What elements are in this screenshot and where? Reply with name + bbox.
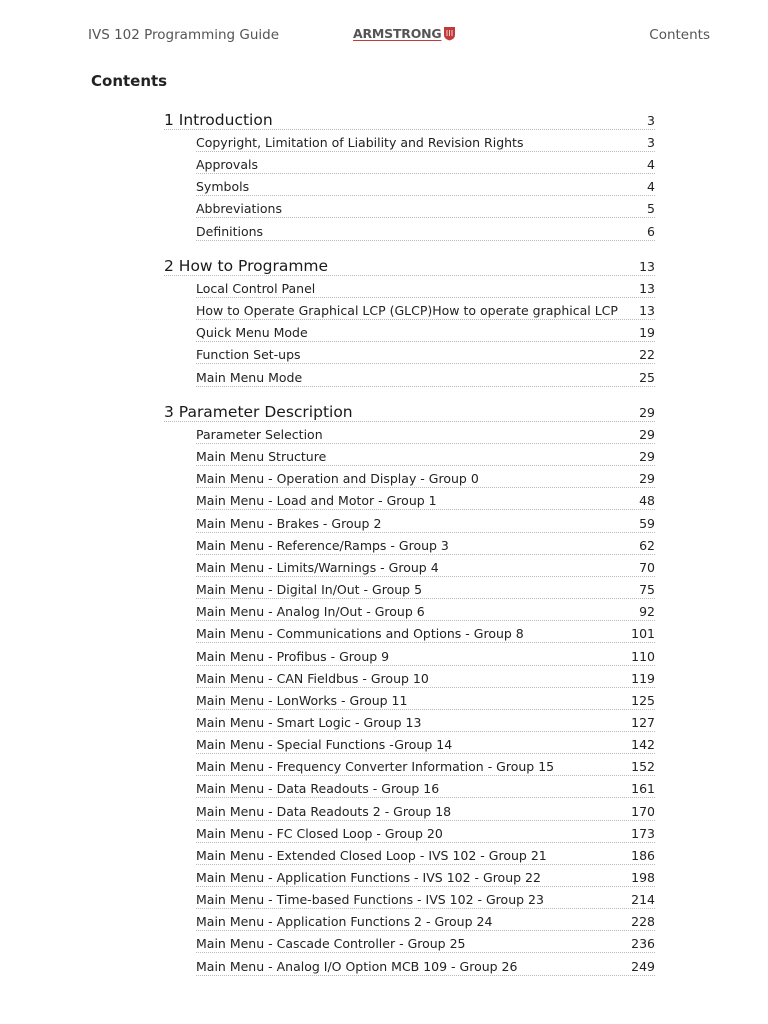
toc-entry[interactable] — [196, 800, 655, 821]
toc-chapter-title: 3 Parameter Description — [164, 403, 353, 421]
toc-entry[interactable] — [196, 622, 655, 643]
toc-entry[interactable] — [196, 667, 655, 688]
toc-entry[interactable] — [196, 467, 655, 488]
toc-entry[interactable] — [196, 910, 655, 931]
toc-entry[interactable] — [196, 175, 655, 196]
toc-page-number: 142 — [631, 737, 655, 753]
toc-page-number: 170 — [631, 803, 655, 819]
toc-entry[interactable] — [196, 366, 655, 387]
toc-entry-title: Main Menu - Analog In/Out - Group 6 — [196, 604, 425, 620]
toc-entry-title: Function Set-ups — [196, 347, 301, 363]
toc-entry[interactable] — [196, 556, 655, 577]
toc-page-number: 119 — [631, 670, 655, 686]
toc-entry-title: Main Menu - Digital In/Out - Group 5 — [196, 582, 423, 598]
toc-page-number: 228 — [631, 914, 655, 930]
toc-page-number: 22 — [639, 347, 655, 363]
toc-entry-title: Main Menu - Operation and Display - Group 0 — [196, 471, 479, 487]
toc-entry-title: Main Menu Mode — [196, 369, 303, 385]
toc-page-number: 13 — [639, 259, 655, 274]
toc-entry-title: Main Menu - Smart Logic - Group 13 — [196, 714, 422, 730]
toc-page-number: 29 — [639, 471, 655, 487]
toc-entry-title: Main Menu - Analog I/O Option MCB 109 - Group 26 — [196, 958, 518, 974]
toc-entry[interactable] — [196, 755, 655, 776]
toc-entry-title: Main Menu - Application Functions 2 - Group 24 — [196, 914, 493, 930]
toc-entry-title: Definitions — [196, 223, 264, 239]
toc-entry-title: Copyright, Limitation of Liability and Revision Rights — [196, 135, 524, 150]
toc-entry-title: Main Menu - FC Closed Loop - Group 20 — [196, 825, 443, 841]
toc-chapter-title: 2 How to Programme — [164, 257, 329, 275]
toc-entry[interactable] — [196, 777, 655, 798]
toc-entry-title: Main Menu - LonWorks - Group 11 — [196, 692, 408, 708]
toc-entry-title: Approvals — [196, 157, 258, 173]
toc-entry-title: Main Menu - Special Functions -Group 14 — [196, 737, 453, 753]
toc-entry-title: Main Menu - Load and Motor - Group 1 — [196, 493, 437, 509]
toc-entry[interactable] — [196, 153, 655, 174]
toc-entry[interactable] — [196, 423, 655, 444]
toc-page-number: 198 — [631, 870, 655, 885]
toc-entry-title: Main Menu - Frequency Converter Information - Group 15 — [196, 759, 555, 775]
toc-entry-title: Local Control Panel — [196, 281, 316, 296]
toc-page-number: 29 — [639, 427, 655, 442]
toc-entry[interactable] — [196, 131, 655, 152]
toc-page-number: 75 — [639, 582, 655, 598]
toc-entry-title: Main Menu - Data Readouts 2 - Group 18 — [196, 803, 452, 819]
toc-entry-title: Main Menu - Reference/Ramps - Group 3 — [196, 537, 449, 553]
toc-page-number: 19 — [639, 325, 655, 341]
toc-entry[interactable] — [196, 689, 655, 710]
toc-entry[interactable] — [196, 220, 655, 241]
toc-page-number: 110 — [631, 648, 655, 664]
toc-page-number: 152 — [631, 759, 655, 775]
toc-entry[interactable] — [196, 866, 655, 887]
toc-entry[interactable] — [196, 600, 655, 621]
toc-entry-title: Main Menu - Cascade Controller - Group 25 — [196, 936, 466, 952]
toc-page-number: 25 — [639, 369, 655, 385]
toc-page-number: 173 — [631, 825, 655, 841]
toc-entry-title: Parameter Selection — [196, 427, 323, 442]
toc-entry[interactable] — [196, 932, 655, 953]
shield-icon — [443, 26, 456, 41]
toc-page-number: 48 — [639, 493, 655, 509]
toc-page-number: 6 — [647, 223, 655, 239]
toc-page-number: 13 — [639, 303, 655, 319]
toc-page-number: 4 — [647, 157, 655, 173]
toc-entry-title: Main Menu - Data Readouts - Group 16 — [196, 781, 440, 797]
toc-entry-title: Main Menu - Extended Closed Loop - IVS 102 - Group 21 — [196, 847, 547, 863]
toc-page-number: 3 — [647, 113, 655, 128]
toc-page-number: 29 — [639, 449, 655, 465]
toc-entry[interactable] — [196, 578, 655, 599]
toc-entry[interactable] — [196, 711, 655, 732]
toc-entry[interactable] — [196, 343, 655, 364]
toc-page-number: 70 — [639, 559, 655, 575]
toc-page-number: 4 — [647, 179, 655, 195]
toc-page-number: 101 — [631, 626, 655, 642]
page-title: Contents — [91, 72, 168, 90]
toc-entry-title: Main Menu Structure — [196, 449, 327, 465]
toc-entry[interactable] — [196, 277, 655, 298]
toc-entry-title: Abbreviations — [196, 201, 282, 217]
toc-entry[interactable] — [196, 733, 655, 754]
toc-entry-title: Main Menu - Application Functions - IVS 102 - Group 22 — [196, 870, 541, 885]
toc-page-number: 29 — [639, 405, 655, 420]
toc-entry-title: Main Menu - Limits/Warnings - Group 4 — [196, 559, 439, 575]
page-header — [0, 27, 768, 47]
toc-entry-title: How to Operate Graphical LCP (GLCP)How to operate graphical LCP — [196, 303, 618, 319]
toc-page-number: 92 — [639, 604, 655, 620]
toc-entry[interactable] — [196, 489, 655, 510]
toc-entry-title: Quick Menu Mode — [196, 325, 308, 341]
toc-chapter[interactable] — [164, 253, 655, 276]
toc-entry[interactable] — [196, 955, 655, 976]
toc-entry[interactable] — [196, 299, 655, 320]
toc-entry[interactable] — [196, 645, 655, 666]
toc-page-number: 125 — [631, 692, 655, 708]
toc-entry-title: Main Menu - Time-based Functions - IVS 102 - Group 23 — [196, 892, 544, 908]
section-label: Contents — [649, 27, 710, 43]
toc-entry[interactable] — [196, 512, 655, 533]
toc-page-number: 161 — [631, 781, 655, 797]
toc-entry-title: Main Menu - CAN Fieldbus - Group 10 — [196, 670, 429, 686]
toc-entry[interactable] — [196, 321, 655, 342]
toc-chapter-title: 1 Introduction — [164, 111, 273, 129]
document-title: IVS 102 Programming Guide — [88, 27, 280, 43]
logo-wordmark: ARMSTRONG — [353, 25, 442, 41]
toc-page-number: 249 — [631, 958, 655, 974]
toc-chapter[interactable] — [164, 399, 655, 422]
toc-entry[interactable] — [196, 822, 655, 843]
toc-entry-title: Main Menu - Brakes - Group 2 — [196, 515, 382, 531]
toc-entry[interactable] — [196, 445, 655, 466]
toc-chapter[interactable] — [164, 107, 655, 130]
toc-page-number: 236 — [631, 936, 655, 952]
toc-entry[interactable] — [196, 844, 655, 865]
toc-entry[interactable] — [196, 534, 655, 555]
toc-entry-title: Main Menu - Profibus - Group 9 — [196, 648, 390, 664]
toc-page-number: 62 — [639, 537, 655, 553]
toc-entry[interactable] — [196, 197, 655, 218]
toc-page-number: 3 — [647, 135, 655, 150]
toc-page-number: 5 — [647, 201, 655, 217]
toc-page-number: 13 — [639, 281, 655, 296]
toc-page-number: 59 — [639, 515, 655, 531]
armstrong-logo — [353, 24, 456, 42]
toc-page-number: 214 — [631, 892, 655, 908]
toc-page-number: 186 — [631, 847, 655, 863]
toc-entry-title: Main Menu - Communications and Options - Group 8 — [196, 626, 524, 642]
toc-entry-title: Symbols — [196, 179, 250, 195]
toc-page-number: 127 — [631, 714, 655, 730]
toc-entry[interactable] — [196, 888, 655, 909]
